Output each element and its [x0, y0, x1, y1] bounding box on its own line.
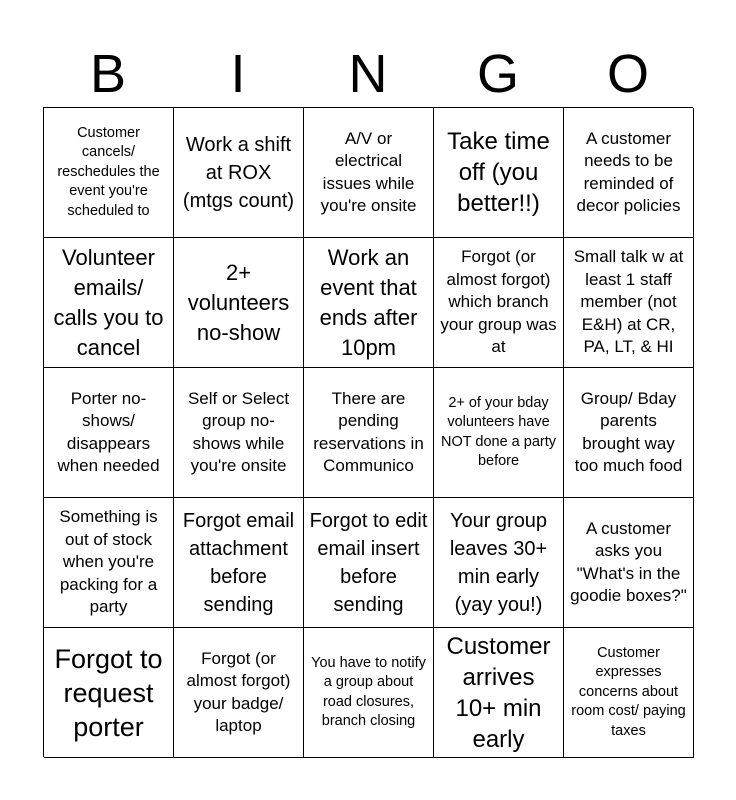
bingo-cell-r5-c2[interactable]: [174, 628, 304, 758]
bingo-cell-text: A customer needs to be reminded of decor policies: [576, 128, 681, 215]
bingo-cell-text: There are pending reservations in Communico: [313, 388, 424, 475]
bingo-cell-text: Customer arrives 10+ min early: [446, 632, 551, 753]
bingo-cell-text: Porter no-shows/ disappears when needed: [57, 388, 160, 475]
bingo-cell-text: A customer asks you "What's in the goodie boxes?": [570, 518, 687, 605]
bingo-cell-text: Group/ Bday parents brought way too much food: [574, 388, 683, 475]
bingo-cell-r2-c3[interactable]: [304, 238, 434, 368]
bingo-cell-text: Self or Select group no-shows while you're onsite: [187, 388, 290, 475]
bingo-cell-r4-c4[interactable]: [434, 498, 564, 628]
bingo-cell-text: Work an event that ends after 10pm: [319, 244, 418, 360]
bingo-cell-r4-c3[interactable]: [304, 498, 434, 628]
header-letter-i: I: [230, 44, 246, 104]
bingo-cell-r4-c1[interactable]: [44, 498, 174, 628]
bingo-header: [43, 40, 693, 108]
bingo-cell-r1-c2[interactable]: [174, 108, 304, 238]
bingo-cell-text: Forgot (or almost forgot) your badge/ laptop: [186, 648, 291, 735]
bingo-cell-r2-c2[interactable]: [174, 238, 304, 368]
bingo-cell-text: You have to notify a group about road closures, branch closing: [311, 654, 426, 729]
bingo-cell-r3-c1[interactable]: [44, 368, 174, 498]
bingo-cell-r4-c5[interactable]: [564, 498, 694, 628]
bingo-cell-r5-c5[interactable]: [564, 628, 694, 758]
bingo-cell-text: Take time off (you better!!): [447, 128, 550, 217]
bingo-cell-r3-c2[interactable]: [174, 368, 304, 498]
bingo-cell-text: Forgot to request porter: [54, 643, 163, 742]
bingo-cell-r3-c4[interactable]: [434, 368, 564, 498]
bingo-cell-r1-c5[interactable]: [564, 108, 694, 238]
bingo-cell-r2-c1[interactable]: [44, 238, 174, 368]
bingo-cell-text: 2+ volunteers no-show: [187, 259, 290, 345]
bingo-cell-text: Forgot email attachment before sending: [182, 509, 295, 616]
bingo-cell-text: Your group leaves 30+ min early (yay you!): [449, 509, 548, 616]
bingo-cell-text: Volunteer emails/ calls you to cancel: [53, 244, 164, 360]
bingo-cell-r1-c1[interactable]: [44, 108, 174, 238]
header-letter-n: N: [348, 44, 388, 104]
bingo-cell-text: A/V or electrical issues while you're onsite: [320, 128, 417, 215]
bingo-grid: [43, 107, 693, 757]
bingo-cell-r5-c1[interactable]: [44, 628, 174, 758]
header-letter-g: G: [476, 44, 519, 104]
bingo-cell-r5-c3[interactable]: [304, 628, 434, 758]
bingo-cell-r3-c3[interactable]: [304, 368, 434, 498]
bingo-cell-r5-c4[interactable]: [434, 628, 564, 758]
header-letter-o: O: [606, 44, 649, 104]
bingo-cell-text: Forgot (or almost forgot) which branch your group was at: [440, 247, 557, 357]
bingo-cell-text: Something is out of stock when you're packing for a party: [59, 507, 158, 617]
bingo-cell-r1-c3[interactable]: [304, 108, 434, 238]
bingo-cell-text: Customer cancels/ reschedules the event you're scheduled to: [57, 124, 160, 219]
bingo-cell-r1-c4[interactable]: [434, 108, 564, 238]
bingo-cell-r3-c5[interactable]: [564, 368, 694, 498]
bingo-cell-text: Small talk w at least 1 staff member (not E&H) at CR, PA, LT, & HI: [573, 247, 684, 357]
bingo-cell-text: Customer expresses concerns about room cost/ paying taxes: [571, 644, 686, 739]
bingo-cell-r4-c2[interactable]: [174, 498, 304, 628]
bingo-cell-text: Forgot to edit email insert before sending: [309, 509, 428, 616]
bingo-cell-text: 2+ of your bday volunteers have NOT done a party before: [441, 394, 556, 469]
bingo-cell-r2-c4[interactable]: [434, 238, 564, 368]
bingo-cell-r2-c5[interactable]: [564, 238, 694, 368]
bingo-cell-text: Work a shift at ROX (mtgs count): [182, 133, 295, 212]
header-letter-b: B: [89, 44, 127, 104]
